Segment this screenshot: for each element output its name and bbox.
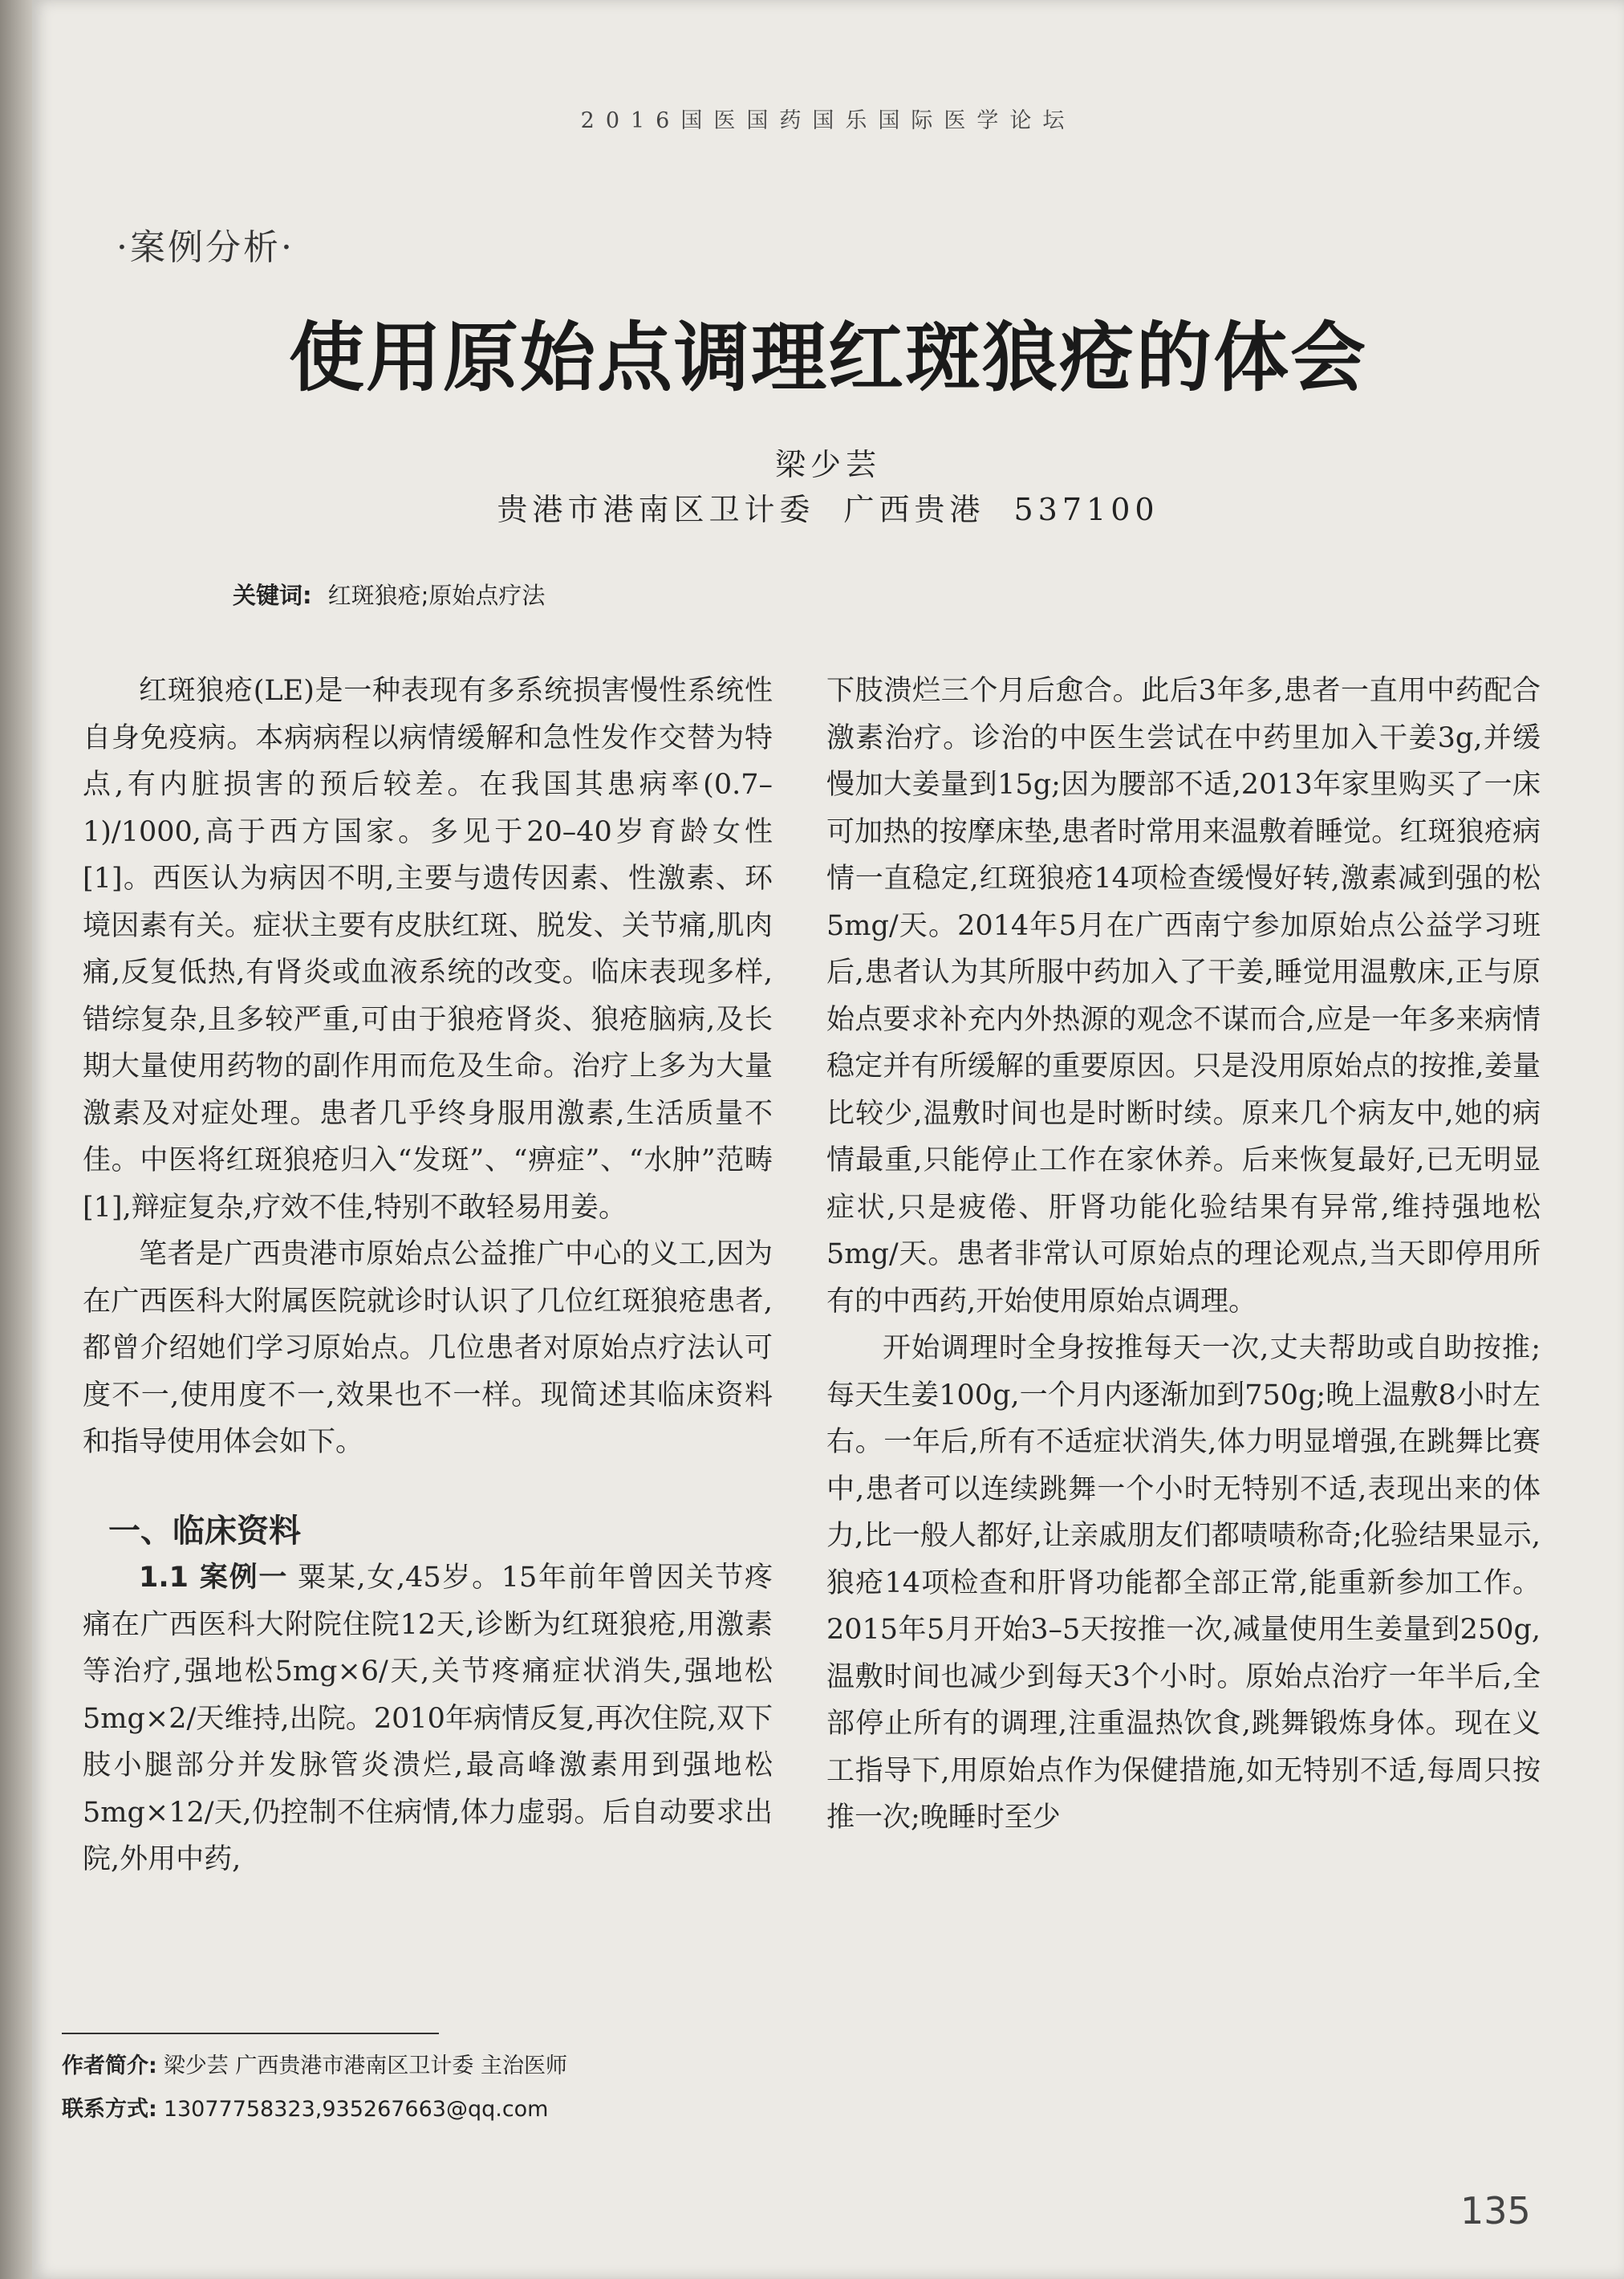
section-heading: 一、临床资料 xyxy=(108,1512,301,1550)
contact-note xyxy=(62,2091,548,2123)
section-tag: ·案例分析· xyxy=(116,227,294,268)
keywords-label: 关键词: xyxy=(233,582,312,609)
page-number: 135 xyxy=(1460,2189,1531,2232)
case1-paragraph xyxy=(83,1554,773,1883)
contact-note-value: 13077758323,935267663@qq.com xyxy=(163,2097,549,2122)
case1-heading: 1.1 案例一 xyxy=(139,1562,289,1594)
right-paragraph-2: 开始调理时全身按推每天一次,丈夫帮助或自助按推;每天生姜100g,一个月内逐渐加到750g;晚上温敷8小时左右。一年后,所有不适症状消失,体力明显增强,在跳舞比赛中,患者可以连续跳舞一个小时无特别不适,表现出来的体力,比一般人都好,让亲戚朋友们都啧啧称奇;化验结果显示,狼疮14项检查和肝肾功能都全部正常,能重新参加工作。2015年5月开始3–5天按推一次,减量使用生姜量到250g,温敷时间也减少到每天3个小时。原始点治疗一年半后,全部停止所有的调理,注重温热饮食,跳舞锻炼身体。现在义工指导下,用原始点作为保健措施,如无特别不适,每周只按推一次;晚睡时至少 xyxy=(826,1332,1541,1834)
case1-text: 粟某,女,45岁。15年前年曾因关节疼痛在广西医科大附院住院12天,诊断为红斑狼疮,用激素等治疗,强地松5mg×6/天,关节疼痛症状消失,强地松5mg×2/天维持,出院。2010年病情反复,再次住院,双下肢小腿部分并发脉管炎溃烂,最高峰激素用到强地松5mg×12/天,仍控制不住病情,体力虚弱。后自动要求出院,外用中药, xyxy=(83,1562,773,1875)
author-note-label: 作者简介: xyxy=(62,2054,157,2078)
author-note xyxy=(62,2048,567,2079)
intro-paragraph-1: 红斑狼疮(LE)是一种表现有多系统损害慢性系统性自身免疫病。本病病程以病情缓解和急性发作交替为特点,有内脏损害的预后较差。在我国其患病率(0.7–1)/1000,高于西方国家。多见于20–40岁育龄女性[1]。西医认为病因不明,主要与遗传因素、性激素、环境因素有关。症状主要有皮肤红斑、脱发、关节痛,肌肉痛,反复低热,有肾炎或血液系统的改变。临床表现多样,错综复杂,且多较严重,可由于狼疮肾炎、狼疮脑病,及长期大量使用药物的副作用而危及生命。治疗上多为大量激素及对症处理。患者几乎终身服用激素,生活质量不佳。中医将红斑狼疮归入“发斑”、“痹症”、“水肿”范畴[1],辩症复杂,疗效不佳,特别不敢轻易用姜。 xyxy=(83,675,773,1224)
author-note-value: 梁少芸 广西贵港市港南区卫计委 主治医师 xyxy=(163,2054,567,2078)
keywords xyxy=(233,578,545,611)
left-column xyxy=(83,668,773,1883)
intro-paragraph-2: 笔者是广西贵港市原始点公益推广中心的义工,因为在广西医科大附属医院就诊时认识了几位红斑狼疮患者,都曾介绍她们学习原始点。几位患者对原始点疗法认可度不一,使用度不一,效果也不一样。现简述其临床资料和指导使用体会如下。 xyxy=(83,1238,773,1458)
affiliation xyxy=(32,485,1624,529)
article-title: 使用原始点调理红斑狼疮的体会 xyxy=(288,315,1367,402)
journal-page xyxy=(32,0,1624,2279)
affiliation-place: 广西贵港 xyxy=(843,492,985,527)
keywords-value: 红斑狼疮;原始点疗法 xyxy=(327,582,546,609)
contact-note-label: 联系方式: xyxy=(62,2097,157,2122)
right-paragraph-1: 下肢溃烂三个月后愈合。此后3年多,患者一直用中药配合激素治疗。诊治的中医生尝试在中药里加入干姜3g,并缓慢加大姜量到15g;因为腰部不适,2013年家里购买了一床可加热的按摩床垫,患者时常用来温敷着睡觉。红斑狼疮病情一直稳定,红斑狼疮14项检查缓慢好转,激素减到强的松5mg/天。2014年5月在广西南宁参加原始点公益学习班后,患者认为其所服中药加入了干姜,睡觉用温敷床,正与原始点要求补充内外热源的观念不谋而合,应是一年多来病情稳定并有所缓解的重要原因。只是没用原始点的按推,姜量比较少,温敷时间也是时断时续。原来几个病友中,她的病情最重,只能停止工作在家休养。后来恢复最好,已无明显症状,只是疲倦、肝肾功能化验结果有异常,维持强地松5mg/天。患者非常认可原始点的理论观点,当天即停用所有的中西药,开始使用原始点调理。 xyxy=(826,675,1541,1318)
right-column xyxy=(826,668,1541,1842)
author-name: 梁少芸 xyxy=(774,447,881,482)
previous-page-edge xyxy=(0,0,32,2279)
running-head: 2016国医国药国乐国际医学论坛 xyxy=(580,108,1076,133)
affiliation-postcode: 537100 xyxy=(1013,492,1159,527)
affiliation-org: 贵港市港南区卫计委 xyxy=(497,492,815,527)
footnote-divider xyxy=(62,2033,439,2034)
